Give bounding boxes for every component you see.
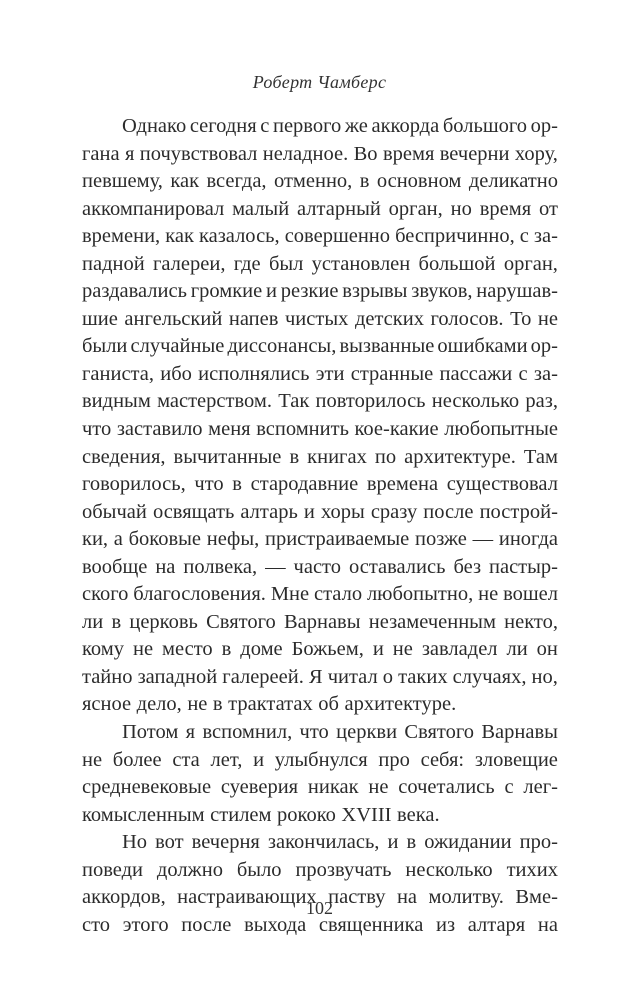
word: про — [378, 748, 410, 771]
word: без — [453, 555, 482, 578]
word: странные — [350, 362, 434, 385]
word: деликатно — [468, 170, 558, 193]
word: что — [82, 418, 112, 441]
word: казалось, — [198, 225, 280, 248]
word: и — [372, 638, 384, 661]
word: Во — [353, 142, 378, 165]
word: первого — [272, 115, 342, 137]
word: поведи — [82, 858, 144, 881]
word: иногда — [498, 528, 558, 551]
word: священника — [318, 913, 424, 936]
word: аккордов, — [82, 886, 166, 909]
word: исполнялись — [198, 362, 310, 385]
word: почувствовал — [139, 142, 258, 165]
word: отменно, — [273, 170, 353, 193]
word: не — [82, 748, 103, 771]
word: с — [260, 115, 270, 137]
word: дело, — [136, 693, 182, 716]
word: что — [299, 721, 329, 744]
word: говорилось, — [82, 473, 186, 496]
word: случаях, — [452, 665, 527, 688]
word: от — [538, 197, 558, 220]
word: чистых — [285, 307, 349, 330]
word: в — [111, 610, 122, 633]
word: ор- — [530, 335, 558, 358]
word: ор- — [530, 115, 558, 137]
word: ибо — [160, 362, 192, 385]
word: некто, — [504, 610, 558, 633]
word: таких — [398, 665, 448, 688]
word: Варнавы — [481, 721, 558, 744]
word: раздавались — [82, 280, 187, 303]
word: тайно — [82, 665, 133, 688]
word: за- — [533, 362, 558, 385]
text-line — [82, 857, 558, 885]
word: Мне — [270, 583, 310, 606]
word: время — [382, 142, 435, 165]
word: после — [423, 500, 474, 523]
word: Потом — [122, 721, 179, 744]
word: ли — [82, 610, 104, 633]
word: в — [212, 693, 223, 716]
word: комысленным — [82, 803, 205, 826]
word: за- — [533, 225, 558, 248]
word: завладел — [421, 638, 498, 661]
word: место — [162, 638, 213, 661]
word: не — [132, 638, 154, 661]
word: времена — [366, 473, 439, 496]
word: же — [344, 115, 368, 137]
word: оставались — [348, 555, 446, 578]
word: не — [187, 693, 208, 716]
text-line — [82, 747, 558, 775]
word: выхода — [244, 913, 307, 936]
word: прозвучать — [295, 858, 392, 881]
word: и — [265, 280, 277, 303]
word: построй- — [479, 500, 558, 523]
word: видным — [82, 390, 151, 413]
word: с — [518, 362, 528, 385]
word: из — [436, 913, 456, 936]
word: хору, — [514, 142, 558, 165]
word: настраивающих — [177, 886, 317, 909]
word: в — [406, 831, 417, 854]
word: раз, — [525, 390, 558, 413]
word: пастыр- — [489, 555, 558, 578]
word: вызванные — [339, 335, 435, 358]
word: несколько — [431, 390, 520, 413]
word: гана — [82, 142, 120, 165]
word: аккорда — [371, 115, 440, 137]
word: архитектуре. — [404, 445, 516, 468]
word: установлен — [311, 252, 411, 275]
word: благословения. — [133, 583, 266, 606]
word: напев — [228, 307, 279, 330]
text-line — [82, 444, 558, 472]
word: не — [368, 776, 389, 799]
word: ганиста, — [82, 362, 154, 385]
text-line — [82, 251, 558, 279]
word: суеверия — [220, 776, 299, 799]
word: рококо — [277, 803, 336, 826]
word: Божьем, — [291, 638, 364, 661]
text-line — [82, 306, 558, 334]
word: малый — [232, 197, 290, 220]
word: не — [478, 583, 499, 606]
word: сто — [82, 913, 111, 936]
word: заставило — [116, 418, 203, 441]
word: певшему, — [82, 170, 163, 193]
word: Вме- — [515, 886, 558, 909]
word: церкви — [336, 721, 398, 744]
word: лет, — [210, 748, 243, 771]
text-line — [82, 609, 558, 637]
word: обычай — [82, 500, 147, 523]
word: ошибками — [437, 335, 528, 358]
body-text — [82, 113, 558, 939]
text-line — [82, 333, 558, 361]
word: мастерством. — [157, 390, 272, 413]
word: ожидании — [424, 831, 512, 854]
word: себя: — [420, 748, 465, 771]
word: церковь — [129, 610, 198, 633]
word: большого — [442, 115, 528, 137]
word: доме — [240, 638, 283, 661]
word: сочетались — [398, 776, 495, 799]
word: часто — [293, 555, 341, 578]
word: голосов. — [430, 307, 504, 330]
word: были — [82, 335, 128, 358]
word: аккомпанировал — [82, 197, 225, 220]
text-line — [82, 802, 558, 830]
word: случайные — [130, 335, 225, 358]
running-head-author: Роберт Чамберс — [252, 72, 387, 92]
word: он — [536, 638, 558, 661]
text-line — [82, 774, 558, 802]
word: Святого — [404, 721, 475, 744]
text-line — [82, 581, 558, 609]
word: этого — [122, 913, 169, 936]
word: западной — [137, 665, 218, 688]
word: большой — [418, 252, 496, 275]
text-line — [82, 499, 558, 527]
word: Святого — [206, 610, 276, 633]
word: То — [510, 307, 532, 330]
word: звуков, — [411, 280, 473, 303]
word: алтарь — [240, 500, 298, 523]
word: — — [265, 555, 286, 578]
word: алтаря — [467, 913, 526, 936]
text-line — [82, 196, 558, 224]
word: а — [113, 528, 123, 551]
word: любопытно, — [366, 583, 474, 606]
page-number: 102 — [306, 898, 333, 918]
word: в — [221, 638, 232, 661]
text-line — [82, 829, 558, 857]
word: ли — [506, 638, 528, 661]
word: эти — [315, 362, 345, 385]
word: ки, — [82, 528, 109, 551]
word: алтарный — [297, 197, 381, 220]
word: незамеченным — [368, 610, 496, 633]
word: пассажи — [439, 362, 513, 385]
word: паству — [328, 886, 386, 909]
word: на — [396, 886, 418, 909]
word: галереей. — [222, 665, 304, 688]
word: Я — [308, 665, 323, 688]
word: в — [232, 473, 242, 496]
word: позже — [414, 528, 467, 551]
word: по — [374, 445, 397, 468]
text-line — [82, 388, 558, 416]
word: падной — [82, 252, 145, 275]
word: всегда, — [206, 170, 267, 193]
word: основном — [376, 170, 462, 193]
word: про- — [519, 831, 558, 854]
word: детских — [354, 307, 424, 330]
word: диссонансы, — [227, 335, 337, 358]
text-line — [82, 636, 558, 664]
text-line — [82, 719, 558, 747]
word: трактатах — [228, 693, 313, 716]
text-line — [82, 278, 558, 306]
word: сегодня — [189, 115, 257, 137]
word: архитектуре. — [344, 693, 457, 716]
word: зловещие — [474, 748, 558, 771]
word: неладное. — [262, 142, 349, 165]
word: — — [472, 528, 494, 551]
word: стало — [314, 583, 363, 606]
word: Так — [278, 390, 310, 413]
word: на — [155, 555, 176, 578]
word: было — [236, 858, 282, 881]
word: освящать — [152, 500, 235, 523]
word: и — [387, 831, 399, 854]
text-line — [82, 168, 558, 196]
word: ясное — [82, 693, 132, 716]
word: полвека, — [183, 555, 258, 578]
word: и — [253, 748, 265, 771]
word: Там — [523, 445, 558, 468]
word: вспомнил, — [202, 721, 293, 744]
word: как — [165, 225, 194, 248]
word: вот — [155, 831, 184, 854]
word: Варнавы — [283, 610, 361, 633]
word: в — [289, 445, 300, 468]
word: я — [124, 142, 135, 165]
word: и — [303, 500, 315, 523]
text-line — [82, 664, 558, 692]
word: я — [185, 721, 196, 744]
word: кое-какие — [354, 418, 439, 441]
word: время — [479, 197, 532, 220]
word: вспомнить — [256, 418, 349, 441]
word: на — [537, 913, 558, 936]
word: орган, — [388, 197, 443, 220]
word: с — [519, 225, 529, 248]
text-line — [82, 554, 558, 582]
word: об — [318, 693, 339, 716]
word: улыбнулся — [274, 748, 368, 771]
word: после — [181, 913, 232, 936]
word: не — [392, 638, 413, 661]
word: молитву. — [428, 886, 504, 909]
word: в — [359, 170, 370, 193]
word: галереи, — [152, 252, 226, 275]
word: никак — [307, 776, 359, 799]
word: сведения, — [82, 445, 166, 468]
word: что — [194, 473, 224, 496]
word: закончилась, — [267, 831, 380, 854]
word: книгах — [307, 445, 367, 468]
word: стилем — [210, 803, 272, 826]
word: но, — [531, 665, 558, 688]
text-line — [82, 416, 558, 444]
word: где — [233, 252, 261, 275]
word: несколько — [405, 858, 493, 881]
word: совершенно — [284, 225, 391, 248]
word: пристраиваемые — [264, 528, 410, 551]
text-line — [82, 471, 558, 499]
word: боковые — [128, 528, 202, 551]
word: вечерня — [191, 831, 260, 854]
word: вообще — [82, 555, 148, 578]
word: вычитанные — [173, 445, 282, 468]
word: громкие — [190, 280, 263, 303]
word: существовал — [446, 473, 558, 496]
word: стародавние — [250, 473, 359, 496]
word: нефы, — [206, 528, 260, 551]
word: как — [170, 170, 200, 193]
word: нарушав- — [476, 280, 558, 303]
word: времени, — [82, 225, 161, 248]
word: должно — [156, 858, 223, 881]
word: о — [382, 665, 394, 688]
word: века. — [397, 803, 440, 826]
word: кому — [82, 638, 125, 661]
word: хоры — [320, 500, 365, 523]
text-line — [82, 141, 558, 169]
text-line — [82, 361, 558, 389]
word: не — [537, 307, 558, 330]
text-line — [82, 691, 558, 719]
text-line — [82, 223, 558, 251]
word: Но — [122, 831, 148, 854]
word: был — [268, 252, 304, 275]
word: шие — [82, 307, 118, 330]
word: вечерни — [439, 142, 510, 165]
word: сразу — [370, 500, 418, 523]
word: с — [504, 776, 514, 799]
word: XVIII — [341, 803, 392, 826]
word: повторилось — [315, 390, 426, 413]
word: более — [112, 748, 162, 771]
word: тихих — [506, 858, 558, 881]
word: взрывы — [342, 280, 408, 303]
word: но — [450, 197, 472, 220]
word: вошел — [503, 583, 558, 606]
word: резкие — [280, 280, 339, 303]
text-line — [82, 526, 558, 554]
word: ста — [172, 748, 200, 771]
word: меня — [208, 418, 251, 441]
word: ского — [82, 583, 129, 606]
word: беспричинно, — [395, 225, 515, 248]
word: Однако — [122, 115, 187, 137]
word: орган, — [503, 252, 558, 275]
word: любопытные — [444, 418, 558, 441]
text-line — [82, 113, 558, 141]
word: ангельский — [124, 307, 223, 330]
word: читал — [327, 665, 378, 688]
word: лег- — [523, 776, 558, 799]
word: средневековые — [82, 776, 212, 799]
